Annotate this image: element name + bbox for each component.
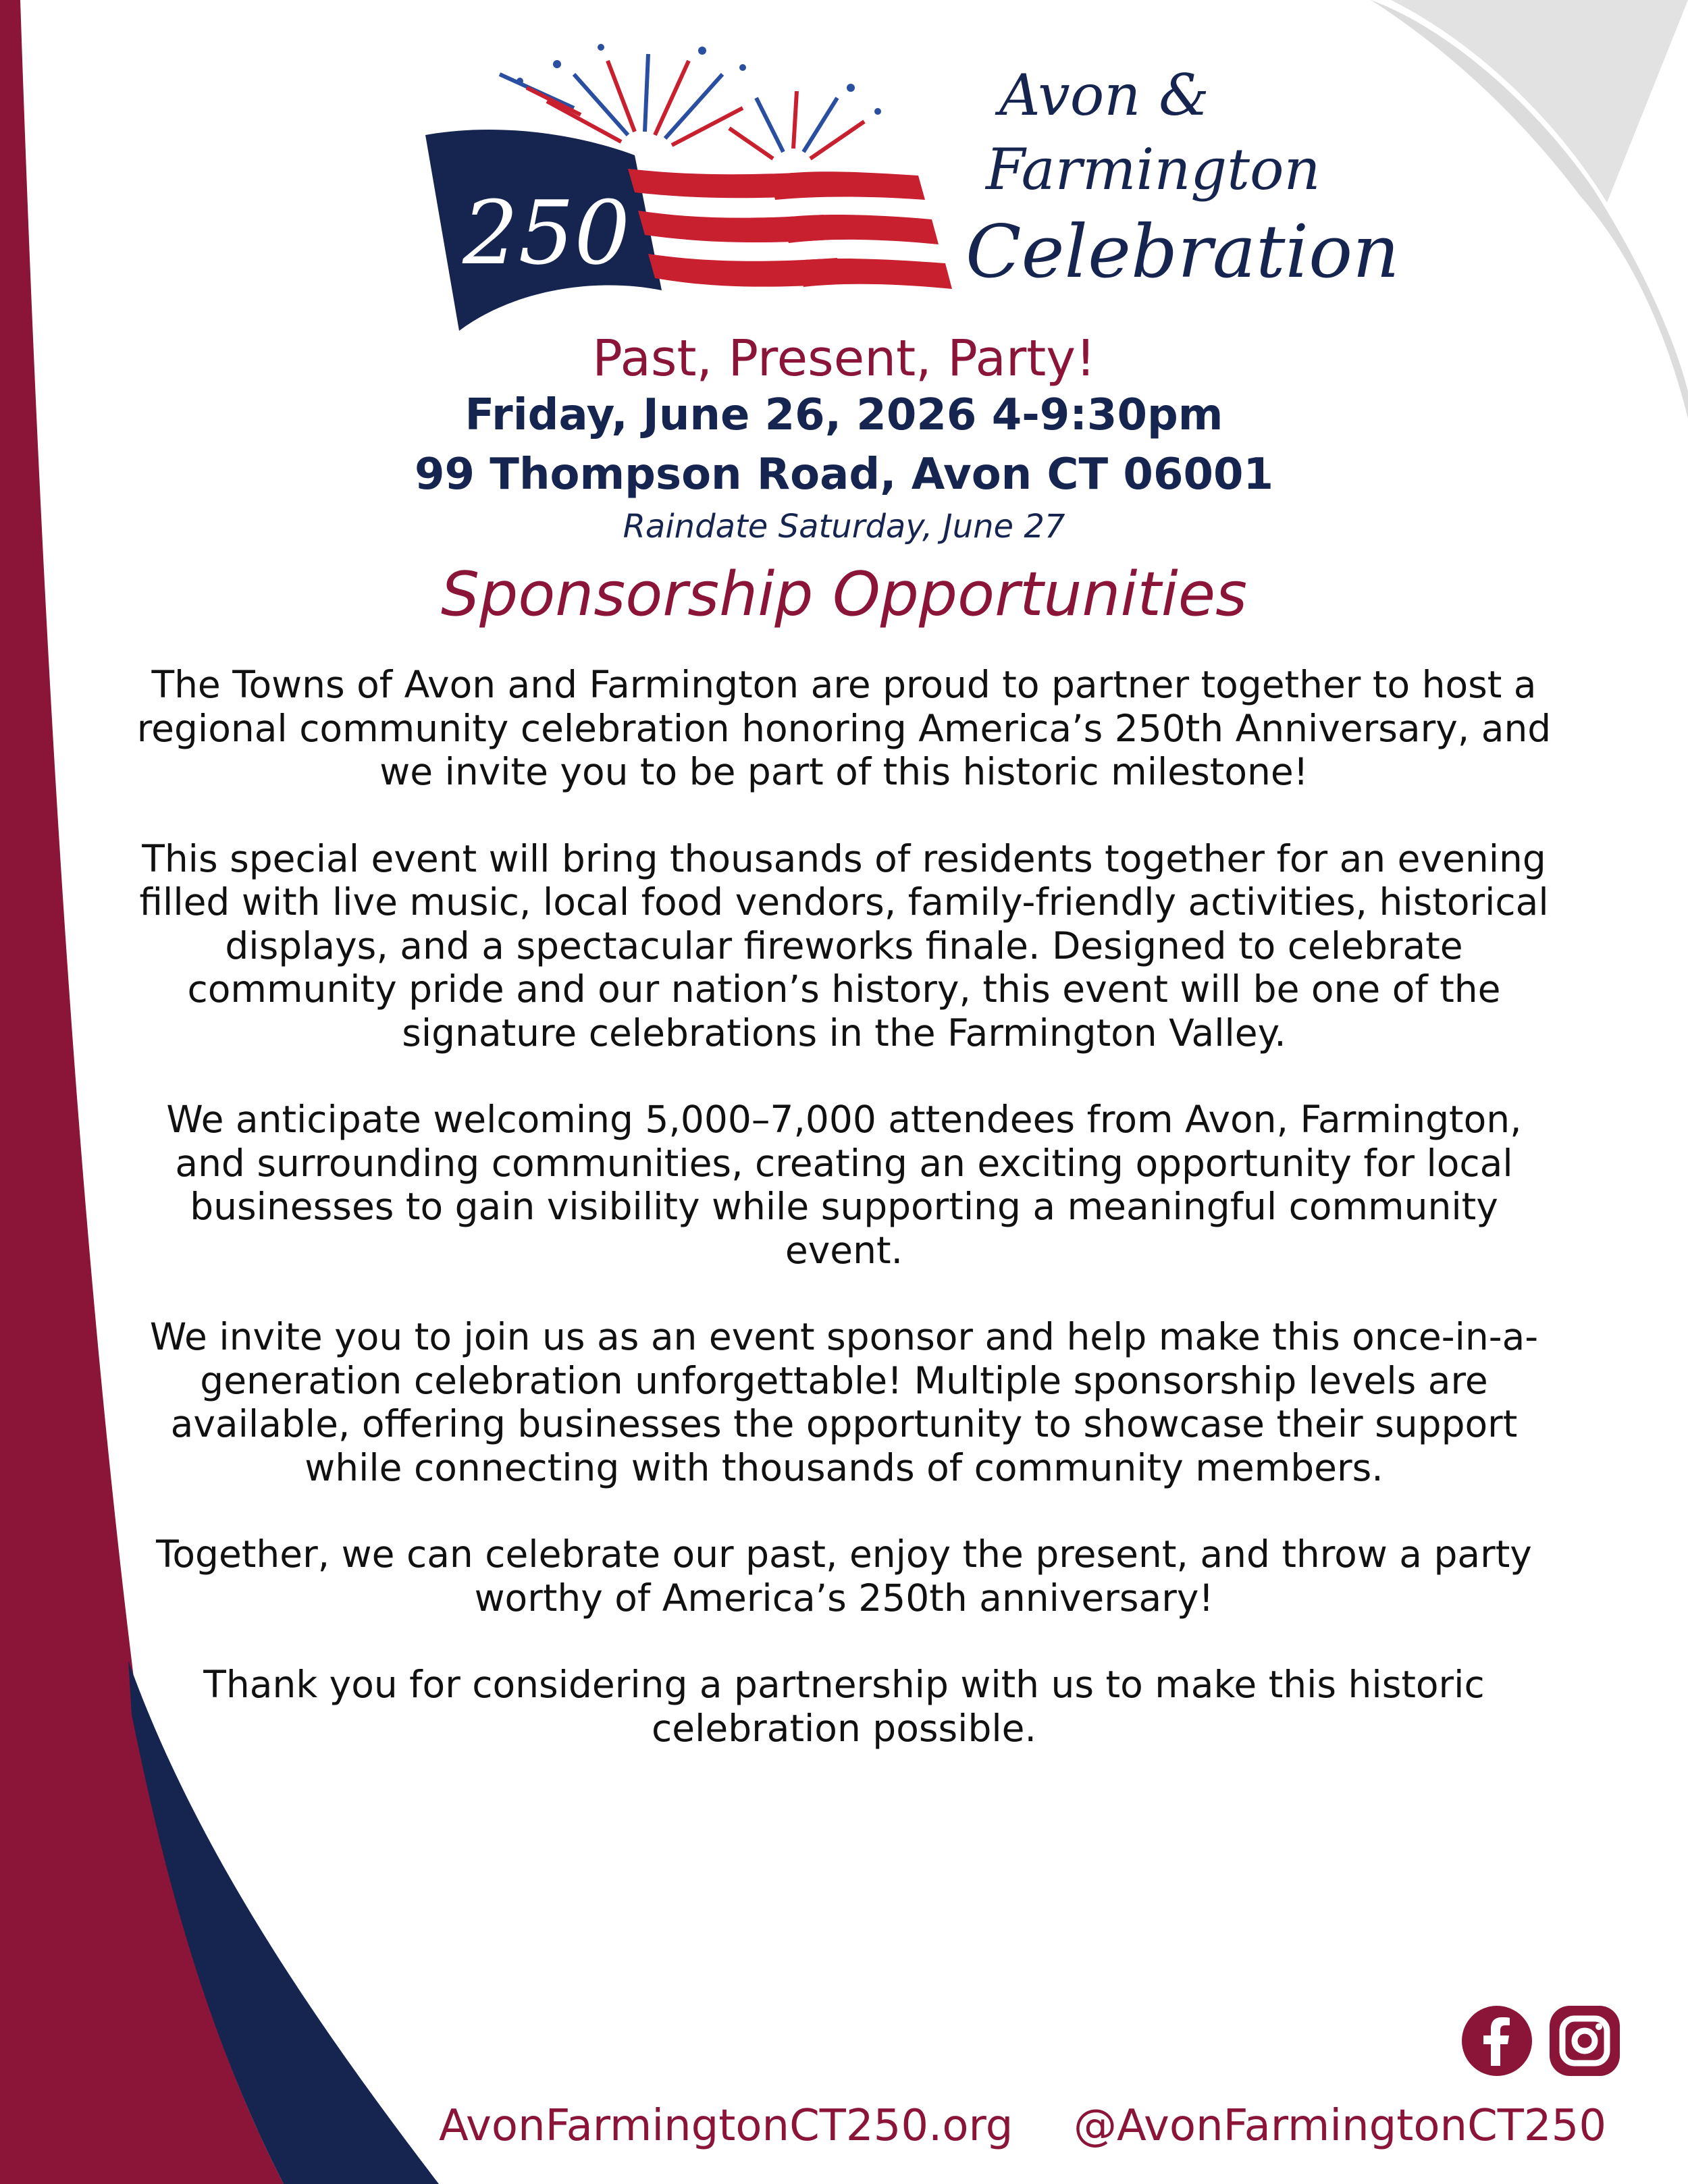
logo-line-3: Celebration: [966, 210, 1400, 294]
paragraph-thanks: Thank you for considering a partnership with us to make this historic celebration possible.: [203, 1663, 1485, 1750]
body-text: [128, 663, 1560, 1793]
social-handle[interactable]: @AvonFarmingtonCT250: [1074, 2101, 1607, 2151]
instagram-icon: [1548, 2004, 1622, 2078]
logo-line-2: Farmington: [986, 136, 1321, 203]
logo-graphic: [405, 34, 1400, 351]
event-address: 99 Thompson Road, Avon CT 06001: [414, 450, 1274, 500]
red-stripes: [628, 169, 952, 289]
raindate: Raindate Saturday, June 27: [623, 508, 1065, 545]
website-link[interactable]: AvonFarmingtonCT250.org: [439, 2101, 1013, 2151]
paragraph-event: This special event will bring thousands of residents together for an evening filled with live music, local food vendors, family-friendly activities, historical displays, and a spectacular fireworks finale. Designed to celebrate community pride and our nation’s history, this event will be one of the signature celebrations in the Farmington Valley.: [139, 836, 1549, 1055]
firework-sparks: [517, 44, 881, 115]
logo-line-1: Avon &: [999, 62, 1209, 128]
facebook-link[interactable]: [1460, 2004, 1534, 2078]
paragraph-invitation: We invite you to join us as an event sponsor and help make this once-in-a-generation celebration unforgettable! Multiple sponsorship levels are available, offering businesses the opportunity to showcase their support while connecting with thousands of community members.: [149, 1315, 1539, 1489]
instagram-link[interactable]: [1548, 2004, 1622, 2078]
paragraph-intro: The Towns of Avon and Farmington are proud to partner together to host a regional community celebration honoring America’s 250th Anniversary, and we invite you to be part of this historic milestone!: [136, 663, 1552, 793]
logo-number: 250: [463, 182, 631, 284]
tagline: Past, Present, Party!: [592, 329, 1096, 388]
maroon-ribbon: [0, 0, 138, 1715]
celebration-logo: [405, 34, 1400, 351]
paragraph-attendance: We anticipate welcoming 5,000–7,000 attendees from Avon, Farmington, and surrounding communities, creating an exciting opportunity for local businesses to gain visibility while supporting a meaningful community event.: [166, 1098, 1522, 1272]
paragraph-together: Together, we can celebrate our past, enjoy the present, and throw a party worthy of America’s 250th anniversary!: [156, 1533, 1532, 1620]
event-date: Friday, June 26, 2026 4-9:30pm: [465, 390, 1223, 440]
facebook-icon: [1460, 2004, 1534, 2078]
page-title: Sponsorship Opportunities: [440, 559, 1248, 630]
